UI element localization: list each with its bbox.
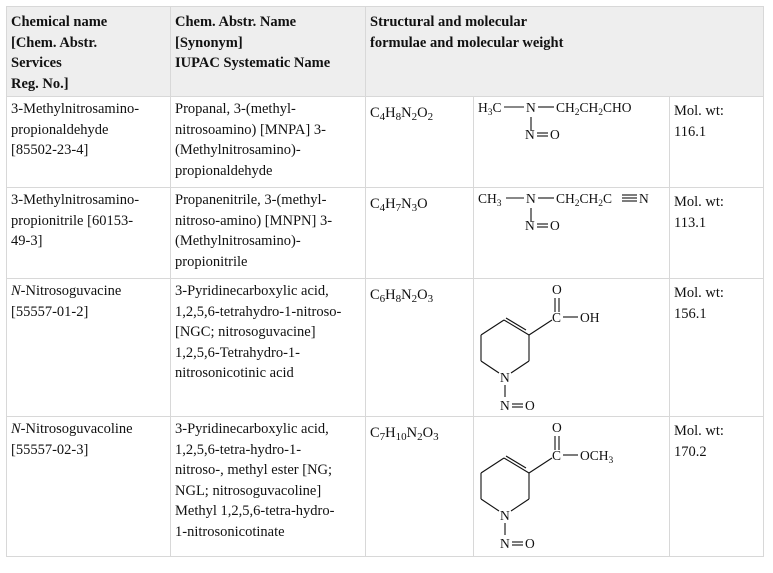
chemical-name-cell: N-Nitrosoguvacoline [55557-02-3] [7, 417, 171, 557]
structure-ngc [474, 279, 670, 417]
structure-diagram [474, 97, 670, 188]
mol-wt-cell: Mol. wt: 116.1 [670, 97, 764, 188]
molecular-formula: $C_7H_{10}N_2O_3$ [366, 417, 474, 557]
table-row [7, 188, 764, 279]
struct-carbonyl-c: C [552, 448, 562, 463]
struct-ring-n: N [500, 370, 510, 385]
header-structure: Structural and molecular formulae and molecular weight [366, 7, 764, 97]
chemical-name-cell: 3-Methylnitrosamino- propionitrile [60153- 49-3] [7, 188, 171, 279]
struct-carbonyl-o: O [552, 420, 562, 435]
struct-nitroso-n: N [500, 398, 510, 413]
table-row [7, 97, 764, 188]
struct-right-group: $CH_2CH_2C$ [556, 191, 613, 209]
struct-nitroso-o: O [550, 127, 560, 142]
struct-nitroso-n: N [500, 536, 510, 551]
struct-carbonyl-c: C [552, 310, 562, 325]
mol-wt-cell: Mol. wt: 156.1 [670, 279, 764, 417]
struct-nitroso-o: O [525, 398, 535, 413]
abstr-name-cell: Propanenitrile, 3-(methyl- nitroso-amino) [MNPN] 3- (Methylnitrosamino)- propionitrile [171, 188, 366, 279]
struct-nitroso-o: O [525, 536, 535, 551]
abstr-name-cell: 3-Pyridinecarboxylic acid, 1,2,5,6-tetrahydro-1-nitroso- [NGC; nitrosoguvacine] 1,2,5,6-Tetrahydro-1- nitrosonicotinic acid [171, 279, 366, 417]
struct-ring-n: N [500, 508, 510, 523]
header-row [7, 7, 764, 97]
struct-left-group: $H_3C$ [478, 100, 502, 118]
structure-ngl [474, 417, 670, 557]
struct-substituent: OH [580, 310, 600, 325]
struct-nitroso-n: N [525, 127, 535, 142]
structure-mnpa [474, 97, 670, 188]
struct-center-atom: N [526, 100, 536, 115]
chemical-name-cell: 3-Methylnitrosamino- propionaldehyde [85502-23-4] [7, 97, 171, 188]
struct-nitrile-n: N [639, 191, 649, 206]
molecular-formula: $C_6H_8N_2O_3$ [366, 279, 474, 417]
table-row [7, 279, 764, 417]
header-abstr-name: Chem. Abstr. Name [Synonym] IUPAC Systematic Name [171, 7, 366, 97]
chemical-data-table [6, 6, 764, 557]
struct-nitroso-o: O [550, 218, 560, 233]
molecular-formula: $C_4H_7N_3O$ [366, 188, 474, 279]
table-row [7, 417, 764, 557]
abstr-name-cell: Propanal, 3-(methyl- nitrosoamino) [MNPA] 3- (Methylnitrosamino)- propionaldehyde [171, 97, 366, 188]
struct-nitroso-n: N [525, 218, 535, 233]
struct-right-group: $CH_2CH_2CHO$ [556, 100, 632, 118]
struct-left-group: $CH_3$ [478, 191, 502, 209]
structure-diagram [474, 188, 670, 279]
chemical-name-cell: N-Nitrosoguvacine [55557-01-2] [7, 279, 171, 417]
struct-substituent: $OCH_3$ [580, 448, 614, 466]
mol-wt-cell: Mol. wt: 113.1 [670, 188, 764, 279]
molecular-formula: $C_4H_8N_2O_2$ [366, 97, 474, 188]
mol-wt-cell: Mol. wt: 170.2 [670, 417, 764, 557]
structure-mnpn [474, 188, 670, 279]
structure-diagram [474, 417, 670, 557]
header-chemical-name: Chemical name [Chem. Abstr. Services Reg. No.] [7, 7, 171, 97]
struct-carbonyl-o: O [552, 282, 562, 297]
abstr-name-cell: 3-Pyridinecarboxylic acid, 1,2,5,6-tetra-hydro-1- nitroso-, methyl ester [NG; NGL; nitrosoguvacoline] Methyl 1,2,5,6-tetra-hydro- 1-nitrosonicotinate [171, 417, 366, 557]
structure-diagram [474, 279, 670, 417]
struct-center-atom: N [526, 191, 536, 206]
